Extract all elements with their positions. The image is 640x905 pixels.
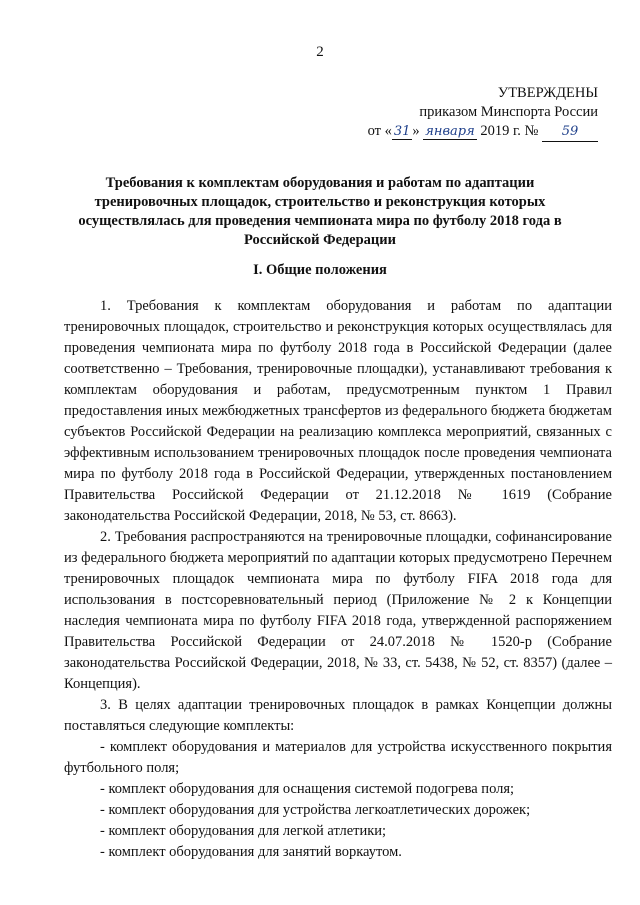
date-mid: » <box>412 123 420 139</box>
paragraph-1: 1. Требования к комплектам оборудования и работам по адаптации тренировочных площадок, строительство и реконструкция которых осуществлялась для проведения чемпионата мира по футболу 2018 года в Российской Федерации (далее соответственно – Требования, тренировочные площадки), устанавливают требования к комплектам оборудования и работам, предусмотренным пунктом 1 Правил предоставления иных межбюджетных трансфертов из федерального бюджета бюджетам субъектов Российской Федерации на реализацию комплекса мероприятий, связанных с эффективным использованием тренировочных площадок после проведения чемпионата мира по футболу 2018 года в Российской Федерации, утвержденных постановлением Правительства Российской Федерации от 21.12.2018 № 1619 (Собрание законодательства Российской Федерации, 2018, № 53, ст. 8663). <box>64 298 612 524</box>
list-item: - комплект оборудования для устройства легкоатлетических дорожек; <box>100 802 531 818</box>
list-item: - комплект оборудования для занятий воркаутом. <box>100 844 402 860</box>
section-heading: I. Общие положения <box>253 262 387 278</box>
approval-block <box>368 84 598 142</box>
paragraph-2: 2. Требования распространяются на тренировочные площадки, софинансирование из федерального бюджета мероприятий по адаптации которых предусмотрено Перечнем тренировочных площадок чемпионата мира по футболу FIFA 2018 года для использования в постсоревновательный период (Приложение № 2 к Концепции наследия чемпионата мира по футболу FIFA 2018 года, утвержденной распоряжением Правительства Российской Федерации от 24.07.2018 № 1520-р (Собрание законодательства Российской Федерации, 2018, № 33, ст. 5438, № 52, ст. 8357) (далее – Концепция). <box>64 529 612 692</box>
list-item: - комплект оборудования и материалов для устройства искусственного покрытия футбольного поля; <box>64 739 612 776</box>
approval-heading: УТВЕРЖДЕНЫ <box>497 85 598 101</box>
approval-order-line: приказом Минспорта России <box>419 104 598 120</box>
document-body <box>64 296 612 863</box>
list-item: - комплект оборудования для оснащения системой подогрева поля; <box>100 781 515 797</box>
paragraph-3: 3. В целях адаптации тренировочных площадок в рамках Концепции должны поставляться следующие комплекты: <box>64 697 612 734</box>
page-number: 2 <box>316 44 324 60</box>
date-prefix: от « <box>367 123 392 139</box>
date-month: января <box>425 124 475 139</box>
date-day: 31 <box>393 124 411 139</box>
list-item: - комплект оборудования для легкой атлетики; <box>100 823 387 839</box>
date-year: 2019 г. № <box>476 123 542 139</box>
document-title: Требования к комплектам оборудования и работам по адаптации тренировочных площадок, строительство и реконструкция которых осуществлялась для проведения чемпионата мира по футболу 2018 года в Российской Федерации <box>78 175 562 248</box>
approval-date-line <box>368 122 598 142</box>
order-number: 59 <box>542 122 598 142</box>
